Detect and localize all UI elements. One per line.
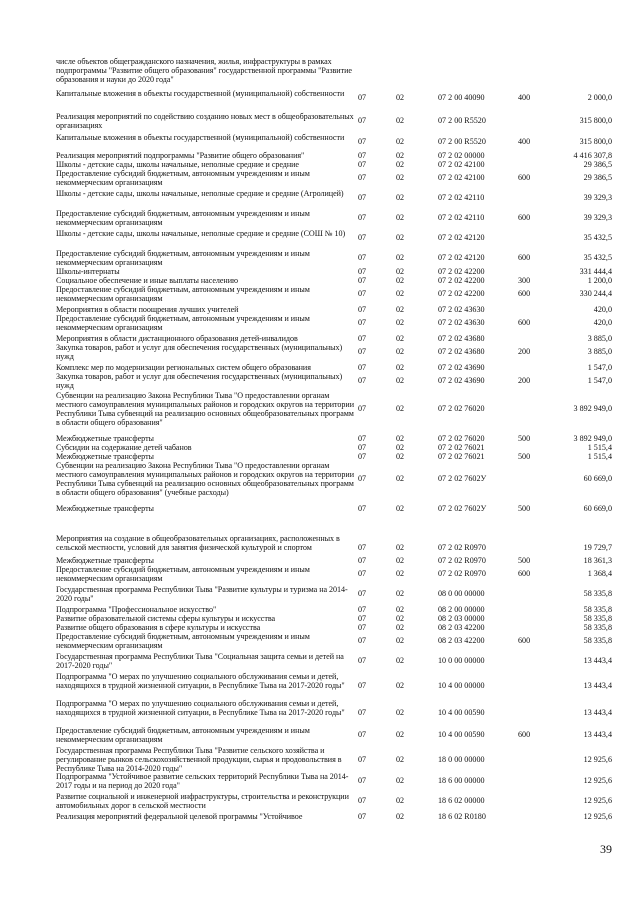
row-section: 07 xyxy=(358,812,367,821)
row-name: Школы - детские сады, школы начальные, неполные средние и средние xyxy=(56,160,299,169)
row-subsection: 02 xyxy=(396,812,405,821)
row-target-article: 07 2 02 R0970 xyxy=(438,543,486,552)
row-amount: 13 443,4 xyxy=(583,656,612,665)
row-amount: 12 925,6 xyxy=(583,755,612,764)
row-target-article: 07 2 02 00000 xyxy=(438,151,485,160)
row-name: Государственная программа Республики Тыва "Развитие культуры и туризма на 2014-2020 годы" xyxy=(56,585,348,603)
row-expense-type: 500 xyxy=(518,434,531,443)
row-section: 07 xyxy=(358,404,367,413)
row-name: Межбюджетные трансферты xyxy=(56,434,154,443)
row-target-article: 07 2 02 7602У xyxy=(438,474,487,483)
row-amount: 1 368,4 xyxy=(587,569,612,578)
row-subsection: 02 xyxy=(396,730,405,739)
row-target-article: 07 2 02 43690 xyxy=(438,376,485,385)
row-section: 07 xyxy=(358,193,367,202)
row-section: 07 xyxy=(358,452,367,461)
row-section: 07 xyxy=(358,267,367,276)
row-amount: 60 669,0 xyxy=(583,504,612,513)
row-name: Реализация мероприятий подпрограммы "Развитие общего образования" xyxy=(56,151,305,160)
row-subsection: 02 xyxy=(396,452,405,461)
row-section: 07 xyxy=(358,434,367,443)
row-name: Развитие образовательной системы сферы культуры и искусства xyxy=(56,614,276,623)
row-subsection: 02 xyxy=(396,116,405,125)
row-subsection: 02 xyxy=(396,605,405,614)
row-target-article: 07 2 02 42200 xyxy=(438,276,485,285)
row-subsection: 02 xyxy=(396,556,405,565)
row-section: 07 xyxy=(358,708,367,717)
row-amount: 3 892 949,0 xyxy=(573,404,612,413)
row-section: 07 xyxy=(358,730,367,739)
row-amount: 1 515,4 xyxy=(587,452,612,461)
row-name: Социальное обеспечение и иные выплаты населению xyxy=(56,276,238,285)
row-expense-type: 600 xyxy=(518,636,531,645)
row-amount: 3 885,0 xyxy=(587,347,612,356)
row-subsection: 02 xyxy=(396,267,405,276)
row-target-article: 18 6 02 R0180 xyxy=(438,812,486,821)
row-expense-type: 600 xyxy=(518,318,531,327)
row-subsection: 02 xyxy=(396,656,405,665)
row-expense-type: 600 xyxy=(518,730,531,739)
row-target-article: 07 2 02 42100 xyxy=(438,160,485,169)
row-subsection: 02 xyxy=(396,318,405,327)
row-name: Подпрограмма "Устойчивое развитие сельских территорий Республики Тыва на 2014-2017 годы и на период до 2020 года" xyxy=(56,772,349,790)
row-amount: 1 200,0 xyxy=(587,276,612,285)
row-amount: 58 335,8 xyxy=(583,589,612,598)
row-section: 07 xyxy=(358,543,367,552)
row-name: Развитие социальной и инженерной инфраструктуры, строительства и реконструкции автомобильных дорог в сельской местности xyxy=(56,792,349,810)
row-target-article: 07 2 02 43690 xyxy=(438,363,485,372)
row-subsection: 02 xyxy=(396,276,405,285)
row-subsection: 02 xyxy=(396,796,405,805)
row-section: 07 xyxy=(358,173,367,182)
row-name: Субвенции на реализацию Закона Республики Тыва "О предоставлении органам местного самоуправления муниципальных районов и городских округов на территории Республики Тыва субвенций на реализацию основных общеобразовательных программ в области общего образования" xyxy=(56,391,354,427)
row-name: Реализация мероприятий по содействию созданию новых мест в общеобразовательных организациях xyxy=(56,112,354,130)
row-expense-type: 500 xyxy=(518,556,531,565)
row-name: Предоставление субсидий бюджетным, автономным учреждениям и иным некоммерческим организациям xyxy=(56,314,310,332)
row-name: Субвенции на реализацию Закона Республики Тыва "О предоставлении органам местного самоуправления муниципальных районов и городских округов на территории Республики Тыва субвенций на реализацию основных общеобразовательных программ в области общего образования" (учебные расходы) xyxy=(56,461,354,497)
row-amount: 29 386,5 xyxy=(583,160,612,169)
row-section: 07 xyxy=(358,213,367,222)
row-target-article: 07 2 02 R0970 xyxy=(438,569,486,578)
row-name: Предоставление субсидий бюджетным, автономным учреждениям и иным некоммерческим организациям xyxy=(56,565,310,583)
row-name: Предоставление субсидий бюджетным, автономным учреждениям и иным некоммерческим организациям xyxy=(56,169,310,187)
row-subsection: 02 xyxy=(396,213,405,222)
row-name: Мероприятия в области поощрения лучших учителей xyxy=(56,305,239,314)
row-subsection: 02 xyxy=(396,504,405,513)
row-amount: 13 443,4 xyxy=(583,681,612,690)
row-section: 07 xyxy=(358,556,367,565)
row-target-article: 07 2 00 R5520 xyxy=(438,137,486,146)
row-name: Государственная программа Республики Тыва "Развитие сельского хозяйства и регулирование рынков сельскохозяйственной продукции, сырья и продовольствия в Республике Тыва на 2014-2020 годы" xyxy=(56,746,342,773)
row-amount: 4 416 307,8 xyxy=(573,151,612,160)
row-subsection: 02 xyxy=(396,589,405,598)
row-name: Подпрограмма "Профессиональное искусство" xyxy=(56,605,217,614)
row-target-article: 10 4 00 00000 xyxy=(438,681,485,690)
row-subsection: 02 xyxy=(396,233,405,242)
row-subsection: 02 xyxy=(396,404,405,413)
row-target-article: 07 2 02 42100 xyxy=(438,173,485,182)
row-section: 07 xyxy=(358,276,367,285)
row-name: Межбюджетные трансферты xyxy=(56,452,154,461)
row-amount: 13 443,4 xyxy=(583,708,612,717)
row-name: Межбюджетные трансферты xyxy=(56,556,154,565)
row-target-article: 08 2 03 00000 xyxy=(438,614,485,623)
row-target-article: 07 2 02 7602У xyxy=(438,504,487,513)
row-subsection: 02 xyxy=(396,193,405,202)
row-amount: 1 515,4 xyxy=(587,443,612,452)
row-amount: 3 885,0 xyxy=(587,334,612,343)
row-name: Субсидии на содержание детей чабанов xyxy=(56,443,192,452)
row-amount: 2 000,0 xyxy=(587,93,612,102)
row-subsection: 02 xyxy=(396,347,405,356)
row-name: Капитальные вложения в объекты государственной (муниципальной) собственности xyxy=(56,89,345,98)
row-name: Предоставление субсидий бюджетным, автономным учреждениям и иным некоммерческим организациям xyxy=(56,209,310,227)
row-subsection: 02 xyxy=(396,708,405,717)
row-target-article: 18 6 00 00000 xyxy=(438,776,485,785)
row-section: 07 xyxy=(358,347,367,356)
row-subsection: 02 xyxy=(396,253,405,262)
row-section: 07 xyxy=(358,796,367,805)
row-section: 07 xyxy=(358,636,367,645)
row-target-article: 18 6 02 00000 xyxy=(438,796,485,805)
row-section: 07 xyxy=(358,681,367,690)
row-expense-type: 300 xyxy=(518,276,531,285)
row-section: 07 xyxy=(358,116,367,125)
row-expense-type: 500 xyxy=(518,452,531,461)
row-subsection: 02 xyxy=(396,543,405,552)
row-target-article: 07 2 02 42110 xyxy=(438,213,485,222)
row-amount: 315 800,0 xyxy=(579,116,612,125)
row-target-article: 08 2 00 00000 xyxy=(438,605,485,614)
row-amount: 19 729,7 xyxy=(583,543,612,552)
row-subsection: 02 xyxy=(396,623,405,632)
row-subsection: 02 xyxy=(396,755,405,764)
row-name: Школы - детские сады, школы начальные, неполные средние и средние (СОШ № 10) xyxy=(56,229,346,238)
row-expense-type: 200 xyxy=(518,347,531,356)
row-target-article: 07 2 02 42110 xyxy=(438,193,485,202)
row-subsection: 02 xyxy=(396,289,405,298)
row-name: Реализация мероприятий федеральной целевой программы "Устойчивое xyxy=(56,812,303,821)
row-name: Капитальные вложения в объекты государственной (муниципальной) собственности xyxy=(56,133,345,142)
row-section: 07 xyxy=(358,363,367,372)
row-expense-type: 600 xyxy=(518,213,531,222)
row-target-article: 07 2 02 76020 xyxy=(438,434,485,443)
row-subsection: 02 xyxy=(396,93,405,102)
row-section: 07 xyxy=(358,233,367,242)
row-target-article: 10 4 00 00590 xyxy=(438,708,485,717)
row-target-article: 07 2 02 42200 xyxy=(438,289,485,298)
row-amount: 331 444,4 xyxy=(579,267,612,276)
row-name: Мероприятия в области дистанционного образования детей-инвалидов xyxy=(56,334,298,343)
row-amount: 1 547,0 xyxy=(587,363,612,372)
row-section: 07 xyxy=(358,137,367,146)
row-expense-type: 600 xyxy=(518,253,531,262)
row-name: Комплекс мер по модернизации региональных систем общего образования xyxy=(56,363,311,372)
row-amount: 420,0 xyxy=(593,305,612,314)
row-subsection: 02 xyxy=(396,160,405,169)
row-expense-type: 600 xyxy=(518,569,531,578)
row-target-article: 07 2 00 R5520 xyxy=(438,116,486,125)
row-section: 07 xyxy=(358,151,367,160)
row-section: 07 xyxy=(358,253,367,262)
row-name: Школы - детские сады, школы начальные, неполные средние и средние (Агролицей) xyxy=(56,189,344,198)
row-amount: 330 244,4 xyxy=(579,289,612,298)
row-target-article: 07 2 02 43630 xyxy=(438,318,485,327)
row-target-article: 07 2 02 42120 xyxy=(438,253,485,262)
row-subsection: 02 xyxy=(396,474,405,483)
row-section: 07 xyxy=(358,376,367,385)
row-section: 07 xyxy=(358,776,367,785)
row-section: 07 xyxy=(358,504,367,513)
row-amount: 58 335,8 xyxy=(583,614,612,623)
row-name: Мероприятия на создание в общеобразовательных организациях, расположенных в сельской местности, условий для занятия физической культурой и спортом xyxy=(56,534,340,552)
row-section: 07 xyxy=(358,334,367,343)
row-target-article: 07 2 02 42200 xyxy=(438,267,485,276)
row-amount: 39 329,3 xyxy=(583,213,612,222)
row-target-article: 08 2 03 42200 xyxy=(438,623,485,632)
row-expense-type: 400 xyxy=(518,137,531,146)
row-amount: 12 925,6 xyxy=(583,796,612,805)
row-amount: 3 892 949,0 xyxy=(573,434,612,443)
row-subsection: 02 xyxy=(396,151,405,160)
page-number: 39 xyxy=(600,842,612,856)
row-subsection: 02 xyxy=(396,173,405,182)
row-amount: 18 361,3 xyxy=(583,556,612,565)
row-name: Предоставление субсидий бюджетным, автономным учреждениям и иным некоммерческим организациям xyxy=(56,285,310,303)
row-section: 07 xyxy=(358,93,367,102)
row-name: Школы-интернаты xyxy=(56,267,120,276)
row-amount: 315 800,0 xyxy=(579,137,612,146)
row-target-article: 07 2 02 76021 xyxy=(438,452,485,461)
row-name: Закупка товаров, работ и услуг для обеспечения государственных (муниципальных) нужд xyxy=(56,372,343,390)
row-subsection: 02 xyxy=(396,569,405,578)
row-amount: 12 925,6 xyxy=(583,812,612,821)
row-target-article: 07 2 02 76020 xyxy=(438,404,485,413)
row-expense-type: 500 xyxy=(518,504,531,513)
row-target-article: 07 2 02 43630 xyxy=(438,305,485,314)
row-target-article: 07 2 02 R0970 xyxy=(438,556,486,565)
row-section: 07 xyxy=(358,605,367,614)
row-amount: 58 335,8 xyxy=(583,636,612,645)
row-target-article: 10 0 00 00000 xyxy=(438,656,485,665)
row-subsection: 02 xyxy=(396,305,405,314)
row-section: 07 xyxy=(358,318,367,327)
row-subsection: 02 xyxy=(396,363,405,372)
row-subsection: 02 xyxy=(396,376,405,385)
row-subsection: 02 xyxy=(396,681,405,690)
row-expense-type: 400 xyxy=(518,93,531,102)
row-target-article: 07 2 02 43680 xyxy=(438,347,485,356)
row-name: числе объектов общегражданского назначения, жилья, инфраструктуры в рамках подпрограммы "Развитие общего образования" государственной программы "Развитие образования и науки до 2020 года" xyxy=(56,57,352,84)
row-section: 07 xyxy=(358,589,367,598)
row-amount: 13 443,4 xyxy=(583,730,612,739)
row-section: 07 xyxy=(358,755,367,764)
row-subsection: 02 xyxy=(396,614,405,623)
row-target-article: 07 2 02 42120 xyxy=(438,233,485,242)
row-amount: 58 335,8 xyxy=(583,623,612,632)
row-amount: 60 669,0 xyxy=(583,474,612,483)
row-expense-type: 600 xyxy=(518,173,531,182)
row-section: 07 xyxy=(358,614,367,623)
row-target-article: 07 2 00 40090 xyxy=(438,93,485,102)
row-amount: 12 925,6 xyxy=(583,776,612,785)
row-section: 07 xyxy=(358,623,367,632)
row-amount: 420,0 xyxy=(593,318,612,327)
row-amount: 29 386,5 xyxy=(583,173,612,182)
row-target-article: 07 2 02 76021 xyxy=(438,443,485,452)
row-name: Государственная программа Республики Тыва "Социальная защита семьи и детей на 2017-2020 годы" xyxy=(56,652,344,670)
row-section: 07 xyxy=(358,305,367,314)
row-amount: 1 547,0 xyxy=(587,376,612,385)
row-section: 07 xyxy=(358,474,367,483)
row-name: Закупка товаров, работ и услуг для обеспечения государственных (муниципальных) нужд xyxy=(56,343,343,361)
row-target-article: 07 2 02 43680 xyxy=(438,334,485,343)
row-amount: 35 432,5 xyxy=(583,233,612,242)
row-target-article: 08 0 00 00000 xyxy=(438,589,485,598)
row-name: Предоставление субсидий бюджетным, автономным учреждениям и иным некоммерческим организациям xyxy=(56,632,310,650)
row-subsection: 02 xyxy=(396,434,405,443)
row-subsection: 02 xyxy=(396,636,405,645)
row-subsection: 02 xyxy=(396,334,405,343)
row-name: Подпрограмма "О мерах по улучшению социального обслуживания семьи и детей, находящихся в трудной жизненной ситуации, в Республике Тыва на 2017-2020 годы" xyxy=(56,699,345,717)
row-name: Межбюджетные трансферты xyxy=(56,504,154,513)
row-expense-type: 200 xyxy=(518,376,531,385)
row-expense-type: 600 xyxy=(518,289,531,298)
row-section: 07 xyxy=(358,656,367,665)
row-amount: 35 432,5 xyxy=(583,253,612,262)
row-section: 07 xyxy=(358,289,367,298)
row-amount: 58 335,8 xyxy=(583,605,612,614)
row-section: 07 xyxy=(358,160,367,169)
row-amount: 39 329,3 xyxy=(583,193,612,202)
row-name: Предоставление субсидий бюджетным, автономным учреждениям и иным некоммерческим организациям xyxy=(56,249,310,267)
row-section: 07 xyxy=(358,443,367,452)
row-subsection: 02 xyxy=(396,776,405,785)
row-subsection: 02 xyxy=(396,443,405,452)
row-subsection: 02 xyxy=(396,137,405,146)
row-section: 07 xyxy=(358,569,367,578)
row-name: Предоставление субсидий бюджетным, автономным учреждениям и иным некоммерческим организациям xyxy=(56,726,310,744)
row-name: Подпрограмма "О мерах по улучшению социального обслуживания семьи и детей, находящихся в трудной жизненной ситуации, в Республике Тыва на 2017-2020 годы" xyxy=(56,672,345,690)
row-name: Развитие общего образования в сфере культуры и искусства xyxy=(56,623,261,632)
row-target-article: 18 0 00 00000 xyxy=(438,755,485,764)
row-target-article: 08 2 03 42200 xyxy=(438,636,485,645)
row-target-article: 10 4 00 00590 xyxy=(438,730,485,739)
